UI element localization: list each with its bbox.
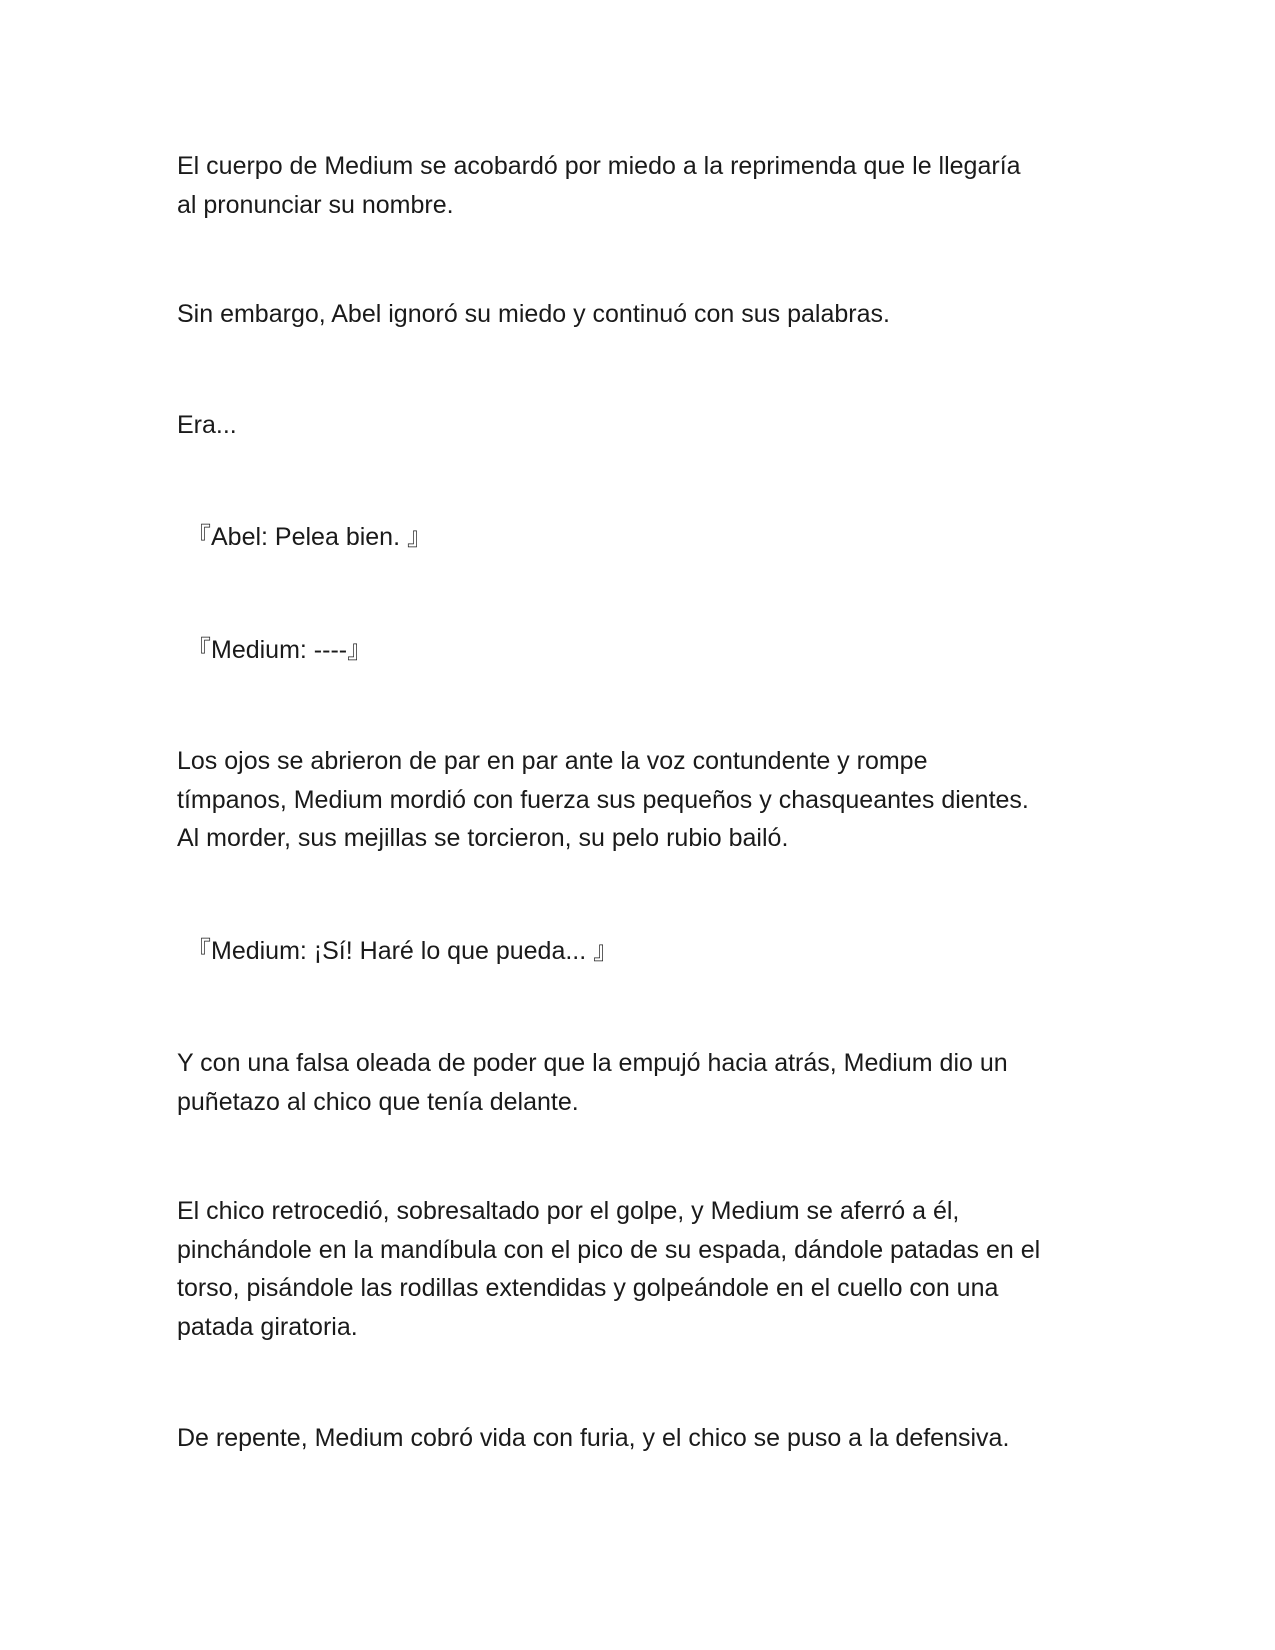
- paragraph: [177, 1419, 1097, 1458]
- text-line: Los ojos se abrieron de par en par ante la voz contundente y rompe: [177, 747, 928, 775]
- text-line: patada giratoria.: [177, 1312, 358, 1341]
- paragraph: [177, 406, 1097, 445]
- text-line: tímpanos, Medium mordió con fuerza sus pequeños y chasqueantes dientes.: [177, 785, 1029, 814]
- text-line: puñetazo al chico que tenía delante.: [177, 1087, 579, 1116]
- dialogue-line: [186, 932, 1106, 971]
- dialogue-line: [186, 631, 1106, 670]
- paragraph: [177, 147, 1097, 224]
- paragraph: [177, 742, 1097, 858]
- text-line: 『Medium: ¡Sí! Haré lo que pueda... 』: [186, 937, 619, 965]
- text-line: 『Abel: Pelea bien. 』: [186, 523, 432, 551]
- text-line: Era...: [177, 411, 237, 439]
- text-line: Y con una falsa oleada de poder que la empujó hacia atrás, Medium dio un: [177, 1049, 1008, 1077]
- text-line: torso, pisándole las rodillas extendidas y golpeándole en el cuello con una: [177, 1274, 999, 1302]
- text-line: El cuerpo de Medium se acobardó por miedo a la reprimenda que le llegaría: [177, 152, 1021, 180]
- text-line: De repente, Medium cobró vida con furia, y el chico se puso a la defensiva.: [177, 1424, 1010, 1452]
- text-line: El chico retrocedió, sobresaltado por el golpe, y Medium se aferró a él,: [177, 1197, 960, 1225]
- text-line: Al morder, sus mejillas se torcieron, su pelo rubio bailó.: [177, 824, 789, 852]
- dialogue-line: [186, 518, 1106, 557]
- text-line: pinchándole en la mandíbula con el pico de su espada, dándole patadas en el: [177, 1235, 1041, 1264]
- paragraph: [177, 1192, 1097, 1346]
- paragraph: [177, 295, 1097, 334]
- text-line: 『Medium: ----』: [186, 636, 373, 664]
- text-line: al pronunciar su nombre.: [177, 190, 454, 219]
- text-line: Sin embargo, Abel ignoró su miedo y continuó con sus palabras.: [177, 300, 890, 328]
- paragraph: [177, 1044, 1097, 1121]
